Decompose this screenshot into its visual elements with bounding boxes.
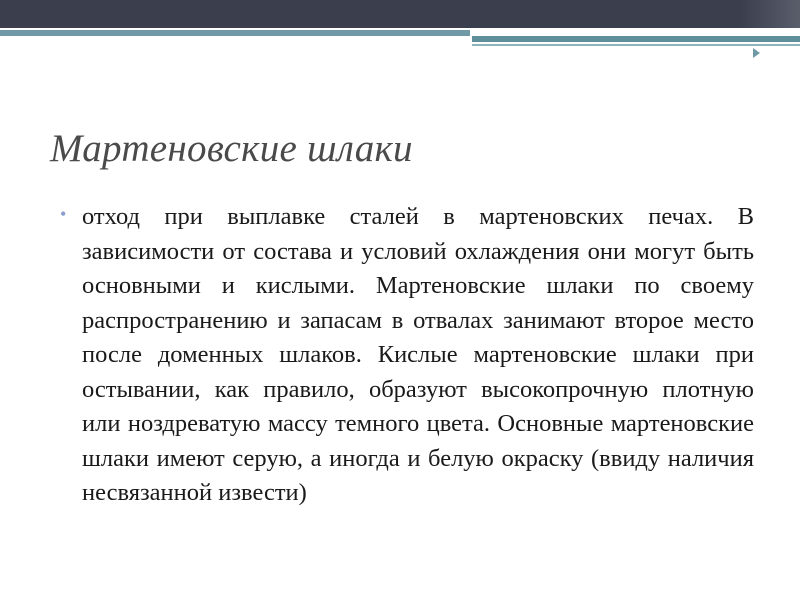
bullet-icon: • [60,204,67,224]
header-band [0,0,800,28]
bullet-item [60,200,754,511]
accent-stripe-thin [472,44,800,46]
bullet-text: отход при выплавке сталей в мартеновских печах. В зависимости от состава и условий охлаждения они могут быть основными и кислыми. Мартеновские шлаки по своему распространению и запасам в отвалах занимают второе место после доменных шлаков. Кислые мартеновские шлаки при остывании, как правило, образуют высокопрочную плотную или ноздреватую массу темного цвета. Основные мартеновские шлаки имеют серую, а иногда и белую окраску (ввиду наличия несвязанной извести) [82,203,754,506]
header-band-shade [740,0,800,28]
accent-stripe-right [472,36,800,42]
accent-stripe-left [0,30,470,36]
triangle-icon [753,48,760,58]
slide-title: Мартеновские шлаки [50,127,413,170]
slide-body [60,200,754,511]
